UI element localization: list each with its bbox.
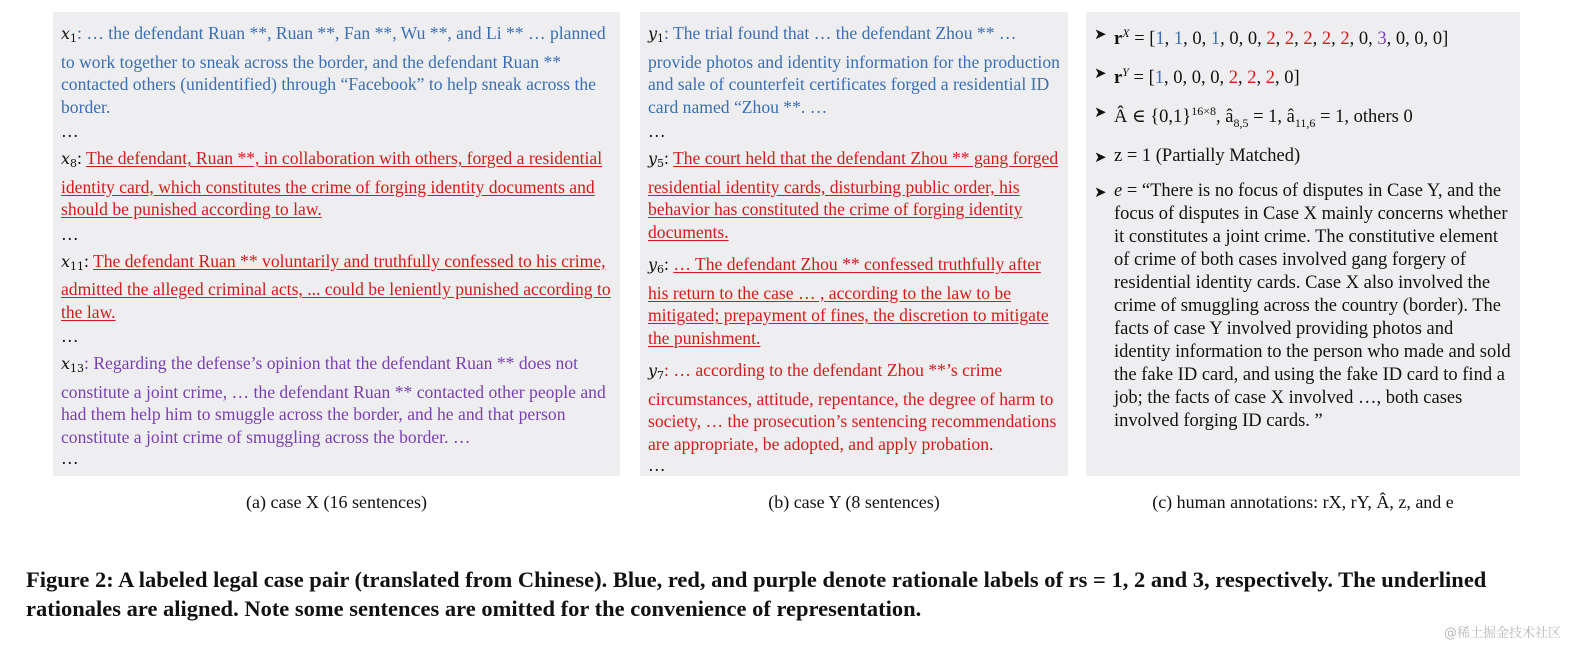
sentence-text: The defendant Ruan ** voluntarily and truthfully confessed to his crime, admitted the alleged criminal acts, ... could be leniently punished according to the law. bbox=[61, 250, 611, 322]
ellipsis: … bbox=[648, 121, 666, 141]
var-x: $x_{11}$ bbox=[61, 251, 85, 273]
label-value: 2 bbox=[1321, 29, 1332, 50]
annotation-a bbox=[1094, 100, 1512, 135]
label-value: 1 bbox=[1173, 29, 1184, 50]
ellipsis: … bbox=[61, 448, 79, 468]
var-y: $y_5$ bbox=[648, 149, 665, 170]
watermark: @稀土掘金技术社区 bbox=[1443, 626, 1561, 641]
sentence-x1 bbox=[61, 22, 612, 118]
ellipsis: … bbox=[61, 223, 79, 244]
sentence-y7 bbox=[648, 359, 1060, 455]
sentence-text: The court held that the defendant Zhou ** gang forged residential identity cards, disturbing public order, his behavior has constituted the crime of forging identity documents. bbox=[648, 148, 1059, 242]
label-value: 0 bbox=[1247, 29, 1258, 50]
var-sup: X bbox=[1122, 26, 1130, 40]
sentence-x13 bbox=[61, 352, 612, 448]
annotation-text: Â ∈ $\{0,1\}^{16\times 8}$, $â_{8,5} = 1$, $â_{11,6} = 1$, others 0 bbox=[1114, 104, 1413, 131]
label-value: 1 bbox=[1210, 29, 1221, 50]
sentence-text: : … the defendant Ruan **, Ruan **, Fan **, Wu **, and Li ** … planned to work together to sneak across the border, and the defendant Ruan ** contacted others (unidentified) through “Facebook” to help sneak across the border. bbox=[61, 23, 606, 117]
var-r: r bbox=[1114, 29, 1123, 50]
sentence-y1 bbox=[648, 22, 1060, 118]
label-value: 2 bbox=[1247, 68, 1257, 89]
var-r: r bbox=[1114, 68, 1123, 89]
subcaption-b: (b) case Y (8 sentences) bbox=[768, 492, 940, 512]
rx-values: 1, 1, 0, 1, 0, 0, 2, 2, 2, 2, 2, 0, 3, 0, 0, 0 bbox=[1155, 29, 1443, 50]
ellipsis: … bbox=[61, 121, 79, 141]
arrow-bullet-icon: ➤ bbox=[1094, 27, 1107, 43]
var-x: $x_8$ bbox=[61, 149, 78, 170]
annotation-rx bbox=[1094, 22, 1512, 51]
panel-annotations bbox=[1086, 12, 1520, 476]
annotation-text: $r^X = [1$, 1, 0, 1, 0, 0, 2, 2, 2, 2, 2, 0, 3, 0, 0, 0] bbox=[1114, 26, 1449, 50]
label-value: 1 bbox=[1154, 68, 1165, 89]
label-value: 1 bbox=[1155, 29, 1165, 50]
colon: : bbox=[84, 250, 93, 271]
sentence-text: : Regarding the defense’s opinion that the defendant Ruan ** does not constitute a joint crime, … the defendant Ruan ** contacted other people and had them help him to smuggle across the border, and he and that person constitute a joint crime of smuggling across the border. … bbox=[61, 353, 606, 447]
label-value: 0 bbox=[1229, 29, 1239, 50]
sentence-x8 bbox=[61, 147, 612, 221]
annotation-ry bbox=[1094, 61, 1512, 90]
figure-caption: Figure 2: A labeled legal case pair (translated from Chinese). Blue, red, and purple denote rationale labels of rs = 1, 2 and 3, respectively. The underlined rationales are aligned. Note some sentences are omitted for the convenience of representation. bbox=[26, 567, 1487, 621]
var-x: $x_1$ bbox=[61, 24, 78, 45]
label-value: 0 bbox=[1284, 68, 1294, 89]
arrow-bullet-icon: ➤ bbox=[1094, 66, 1107, 83]
arrow-bullet-icon: ➤ bbox=[1094, 185, 1107, 202]
colon: : bbox=[664, 148, 674, 168]
var-y: $y_7$ bbox=[648, 361, 665, 382]
sentence-y5 bbox=[648, 147, 1060, 243]
sentence-text: … The defendant Zhou ** confessed truthfully after his return to the case … , according to the law to be mitigated; prepayment of fines, the discretion to mitigate the punishment. bbox=[648, 254, 1049, 348]
label-value: 3 bbox=[1377, 29, 1387, 50]
colon: : bbox=[664, 254, 674, 274]
ellipsis: … bbox=[61, 326, 79, 346]
panel-case-x bbox=[53, 12, 620, 476]
label-value: 0 bbox=[1173, 68, 1183, 89]
label-value: 0 bbox=[1395, 29, 1406, 50]
subcaption-c: (c) human annotations: rX, rY, Â, z, and e bbox=[1152, 492, 1454, 512]
label-value: 2 bbox=[1340, 29, 1350, 50]
label-value: 2 bbox=[1265, 68, 1276, 89]
annotation-text: z = 1 (Partially Matched) bbox=[1114, 146, 1301, 167]
ellipsis: … bbox=[648, 455, 666, 475]
colon: : bbox=[77, 148, 86, 168]
label-value: 0 bbox=[1432, 29, 1443, 50]
label-value: 0 bbox=[1414, 29, 1424, 50]
annotation-text: e = “There is no focus of disputes in Case Y, and the focus of disputes in Case X mainly concerns whether it constitutes a joint crime. The constitutive element of crime of both cases involved gang forgery of residential identity cards. Case X also involved the crime of smuggling across the country (border). The facts of case Y involved providing photos and identity information to the person who made and sold the fake ID card, and using the fake ID card to find a job; the facts of case X involved …, both cases involved forging ID cards. ” bbox=[1114, 181, 1511, 432]
var-y: $y_1$ bbox=[648, 24, 665, 45]
panel-case-y bbox=[640, 12, 1068, 476]
label-value: 0 bbox=[1210, 68, 1220, 89]
label-value: 2 bbox=[1266, 29, 1276, 50]
label-value: 2 bbox=[1228, 68, 1239, 89]
label-value: 2 bbox=[1284, 29, 1295, 50]
ry-values: 1, 0, 0, 0, 2, 2, 2, 0 bbox=[1154, 68, 1294, 89]
label-value: 0 bbox=[1191, 68, 1202, 89]
annotation-z bbox=[1094, 145, 1512, 170]
label-value: 2 bbox=[1303, 29, 1313, 50]
sentence-x11 bbox=[61, 250, 612, 324]
annotation-text: $r^Y = [1$, 0, 0, 0, 2, 2, 2, 0] bbox=[1114, 65, 1300, 89]
label-value: 0 bbox=[1358, 29, 1369, 50]
subcaption-a: (a) case X (16 sentences) bbox=[246, 492, 427, 512]
annotation-e bbox=[1094, 180, 1512, 433]
var-x: $x_{13}$ bbox=[61, 354, 85, 375]
sentence-text: : The trial found that … the defendant Zhou ** … provide photos and identity information for the production and sale of counterfeit certificates forged a residential ID card named “Zhou **. … bbox=[648, 23, 1060, 117]
var-y: $y_6$ bbox=[648, 255, 665, 276]
arrow-bullet-icon: ➤ bbox=[1094, 105, 1107, 122]
var-sup: Y bbox=[1122, 65, 1129, 80]
sentence-text: : … according to the defendant Zhou **’s crime circumstances, attitude, repentance, the degree of harm to society, … the prosecution’s sentencing recommendations are appropriate, be adopted, and apply probation. bbox=[648, 360, 1057, 454]
sentence-y6 bbox=[648, 253, 1060, 349]
label-value: 0 bbox=[1192, 29, 1202, 50]
sentence-text: The defendant, Ruan **, in collaboration with others, forged a residential identity card, which constitutes the crime of forging identity documents and should be punished according to law. bbox=[61, 148, 603, 219]
arrow-bullet-icon: ➤ bbox=[1094, 150, 1107, 167]
